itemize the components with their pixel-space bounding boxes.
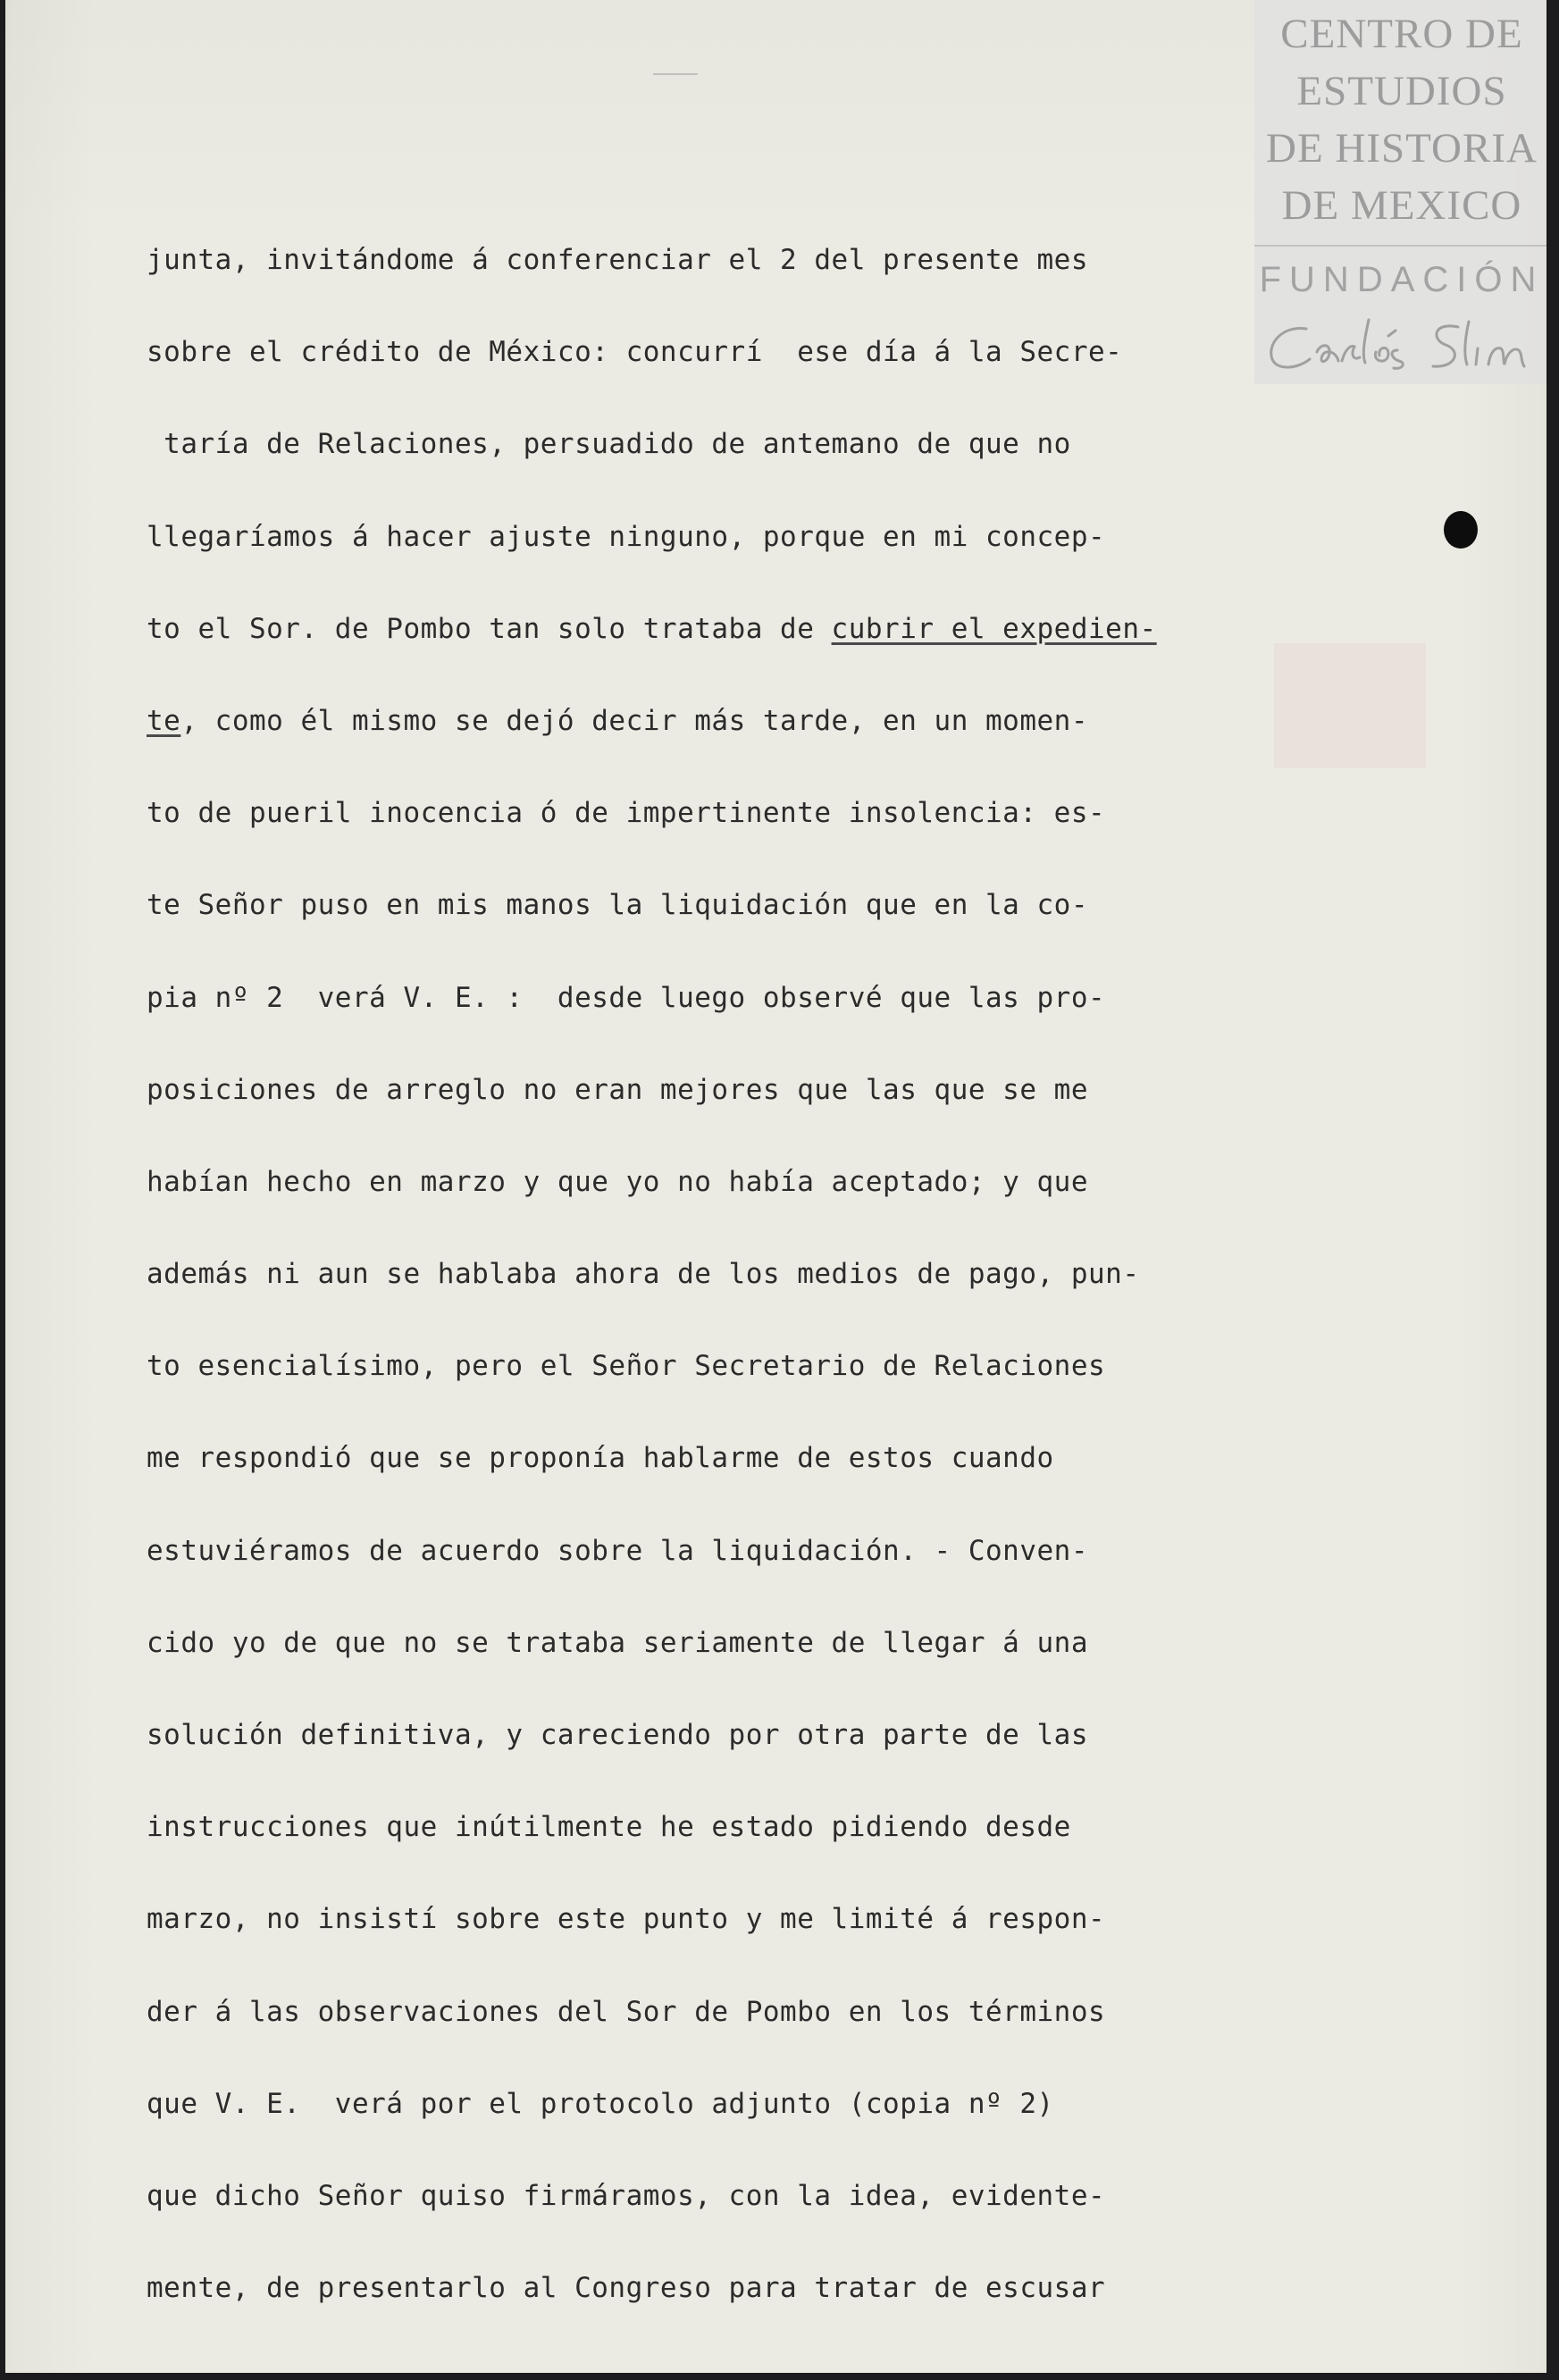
line-text: cido yo de que no se trataba seriamente de llegar á una [147, 1626, 1088, 1659]
text-line [147, 1528, 1201, 1620]
stamp-foundation: FUNDACIÓN [1259, 260, 1545, 299]
line-text: mente, de presentarlo al Congreso para tratar de escusar [147, 2272, 1106, 2305]
text-line [147, 1251, 1201, 1343]
line-text: marzo, no insistí sobre este punto y me limité á respon- [147, 1903, 1106, 1936]
text-line [147, 329, 1201, 421]
paper-mark [653, 73, 698, 75]
text-line [147, 2265, 1201, 2357]
text-line [147, 606, 1201, 698]
line-text: solución definitiva, y careciendo por otra parte de las [147, 1719, 1088, 1751]
stamp-signature [1254, 309, 1549, 385]
text-line [147, 698, 1201, 790]
text-line [147, 975, 1201, 1067]
text-line [147, 1989, 1201, 2081]
underlined-text: te [147, 704, 181, 737]
underlined-text: cubrir el expedien- [831, 612, 1157, 645]
text-line [147, 1712, 1201, 1804]
text-line [147, 1435, 1201, 1527]
line-text: estuviéramos de acuerdo sobre la liquidación. - Conven- [147, 1534, 1088, 1567]
text-line [147, 1804, 1201, 1896]
stamp-line-3: DE HISTORIA [1266, 125, 1538, 172]
line-text: llegaríamos á hacer ajuste ninguno, porque en mi concep- [147, 520, 1106, 553]
line-text: me respondió que se proponía hablarme de estos cuando [147, 1442, 1054, 1475]
punch-hole [1444, 511, 1478, 549]
line-text: habían hecho en marzo y que yo no había aceptado; y que [147, 1165, 1088, 1198]
text-line [147, 790, 1201, 882]
text-line [147, 514, 1201, 606]
line-text: junta, invitándome á conferenciar el 2 del presente mes [147, 244, 1088, 276]
line-text: to de pueril inocencia ó de impertinente insolencia: es- [147, 797, 1106, 830]
text-line [147, 421, 1201, 513]
line-text: sobre el crédito de México: concurrí ese día á la Secre- [147, 336, 1123, 369]
scan-edge-right [1546, 0, 1559, 2380]
line-text: instrucciones que inútilmente he estado pidiendo desde [147, 1811, 1071, 1844]
text-line [147, 1896, 1201, 1988]
text-line [147, 882, 1201, 974]
stamp-line-2: ESTUDIOS [1296, 68, 1507, 114]
signature-drawing [1254, 309, 1549, 381]
line-text: der á las observaciones del Sor de Pombo en los términos [147, 1995, 1106, 2028]
stamp-line-1: CENTRO DE [1280, 11, 1523, 57]
text-line [147, 237, 1201, 329]
scan-edge-bottom [0, 2373, 1559, 2380]
text-line [147, 2173, 1201, 2265]
line-text: taría de Relaciones, persuadido de antemano de que no [147, 428, 1071, 461]
line-text: posiciones de arreglo no eran mejores que las que se me [147, 1073, 1088, 1106]
text-line [147, 1159, 1201, 1251]
document-page [5, 0, 1549, 2375]
line-text: to esencialísimo, pero el Señor Secretario de Relaciones [147, 1350, 1106, 1383]
faint-stain [1274, 643, 1426, 768]
line-text: , como él mismo se dejó decir más tarde, en un momen- [180, 704, 1088, 737]
letter-body [147, 237, 1201, 2357]
line-text: pia nº 2 verá V. E. : desde luego observé que las pro- [147, 981, 1106, 1014]
line-text: que V. E. verá por el protocolo adjunto (copia nº 2) [147, 2087, 1054, 2120]
line-text: te Señor puso en mis manos la liquidación que en la co- [147, 889, 1088, 922]
line-text: que dicho Señor quiso firmáramos, con la idea, evidente- [147, 2179, 1106, 2212]
text-line [147, 1620, 1201, 1712]
text-line [147, 2081, 1201, 2173]
line-text: además ni aun se hablaba ahora de los medios de pago, pun- [147, 1258, 1140, 1291]
archive-stamp [1254, 0, 1549, 384]
stamp-divider [1254, 245, 1549, 247]
stamp-line-4: DE MEXICO [1281, 182, 1522, 229]
text-line [147, 1343, 1201, 1435]
text-line [147, 1067, 1201, 1159]
line-text: to el Sor. de Pombo tan solo trataba de [147, 612, 832, 645]
